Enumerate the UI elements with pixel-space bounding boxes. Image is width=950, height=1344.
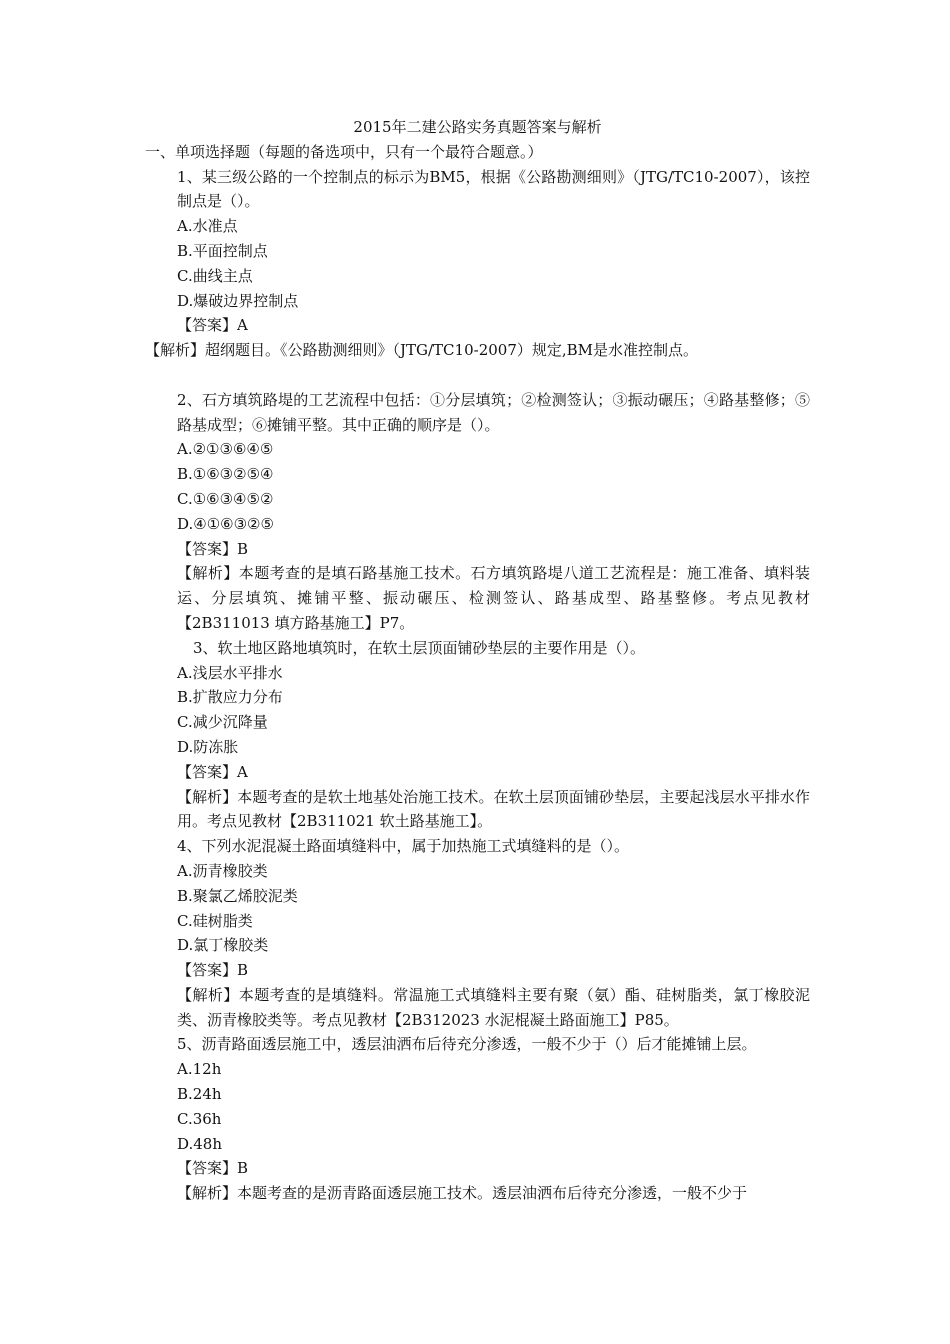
question-1-option-b: B.平面控制点 bbox=[177, 241, 268, 260]
question-5-option-c: C.36h bbox=[177, 1109, 222, 1128]
question-3-option-c: C.减少沉降量 bbox=[177, 713, 268, 732]
question-2-analysis: 【解析】本题考查的是填石路基施工技术。石方填筑路堤八道工艺流程是：施工准备、填料装运、分层填筑、摊铺平整、振动碾压、检测签认、路基成型、路基整修。考点见教材【2B311013 填方路基施工】P7。 bbox=[177, 564, 810, 632]
section-heading: 一、单项选择题（每题的备选项中，只有一个最符合题意。） bbox=[145, 142, 543, 161]
question-2-option-c: C.①⑥③④⑤② bbox=[177, 489, 274, 508]
question-4-option-c: C.硅树脂类 bbox=[177, 911, 253, 930]
question-3-option-a: A.浅层水平排水 bbox=[177, 663, 283, 682]
question-2-option-b: B.①⑥③②⑤④ bbox=[177, 465, 274, 484]
question-1-answer: 【答案】A bbox=[177, 316, 248, 335]
question-5-answer: 【答案】B bbox=[177, 1159, 249, 1178]
question-1-option-d: D.爆破边界控制点 bbox=[177, 291, 299, 310]
question-3-option-b: B.扩散应力分布 bbox=[177, 688, 283, 707]
document-title: 2015年二建公路实务真题答案与解析 bbox=[353, 118, 602, 136]
question-1-option-c: C.曲线主点 bbox=[177, 266, 253, 285]
question-4-analysis: 【解析】本题考查的是填缝料。常温施工式填缝料主要有聚（氨）酯、硅树脂类，氯丁橡胶泥类、沥青橡胶类等。考点见教材【2B312023 水泥棍凝土路面施工】P85。 bbox=[177, 985, 810, 1029]
question-4-option-b: B.聚氯乙烯胶泥类 bbox=[177, 886, 298, 905]
question-3-answer: 【答案】A bbox=[177, 762, 248, 781]
question-1-stem: 1、某三级公路的一个控制点的标示为BM5，根据《公路勘测细则》（JTG/TC10-2007），该控制点是（）。 bbox=[177, 167, 810, 211]
question-1-analysis: 【解析】超纲题目。《公路勘测细则》（JTG/TC10-2007）规定,BM是水准控制点。 bbox=[145, 341, 699, 360]
question-1-option-a: A.水准点 bbox=[177, 217, 238, 236]
blank-line bbox=[145, 363, 810, 388]
question-2-answer: 【答案】B bbox=[177, 539, 249, 558]
question-4-stem: 4、下列水泥混凝土路面填缝料中，属于加热施工式填缝料的是（）。 bbox=[177, 837, 630, 856]
question-4-answer: 【答案】B bbox=[177, 961, 249, 980]
question-5-option-a: A.12h bbox=[177, 1060, 222, 1079]
question-5-analysis: 【解析】本题考查的是沥青路面透层施工技术。透层油洒布后待充分渗透，一般不少于 bbox=[177, 1184, 748, 1203]
question-5-option-b: B.24h bbox=[177, 1085, 222, 1104]
question-4-option-a: A.沥青橡胶类 bbox=[177, 861, 268, 880]
question-5-stem: 5、沥青路面透层施工中，透层油洒布后待充分渗透，一般不少于（）后才能摊铺上层。 bbox=[177, 1035, 757, 1054]
question-2-stem: 2、石方填筑路堤的工艺流程中包括：①分层填筑；②检测签认；③振动碾压；④路基整修；⑤路基成型；⑥摊铺平整。其中正确的顺序是（）。 bbox=[177, 390, 810, 434]
question-5-option-d: D.48h bbox=[177, 1134, 223, 1153]
question-3-option-d: D.防冻胀 bbox=[177, 737, 239, 756]
question-3-analysis: 【解析】本题考查的是软土地基处治施工技术。在软土层顶面铺砂垫层，主要起浅层水平排水作用。考点见教材【2B311021 软土路基施工】。 bbox=[177, 787, 810, 831]
question-4-option-d: D.氯丁橡胶类 bbox=[177, 936, 269, 955]
document-page bbox=[145, 115, 810, 1206]
question-3-stem: 3、软土地区路地填筑时，在软土层顶面铺砂垫层的主要作用是（）。 bbox=[193, 638, 646, 657]
question-2-option-d: D.④①⑥③②⑤ bbox=[177, 514, 274, 533]
question-2-option-a: A.②①③⑥④⑤ bbox=[177, 440, 274, 459]
